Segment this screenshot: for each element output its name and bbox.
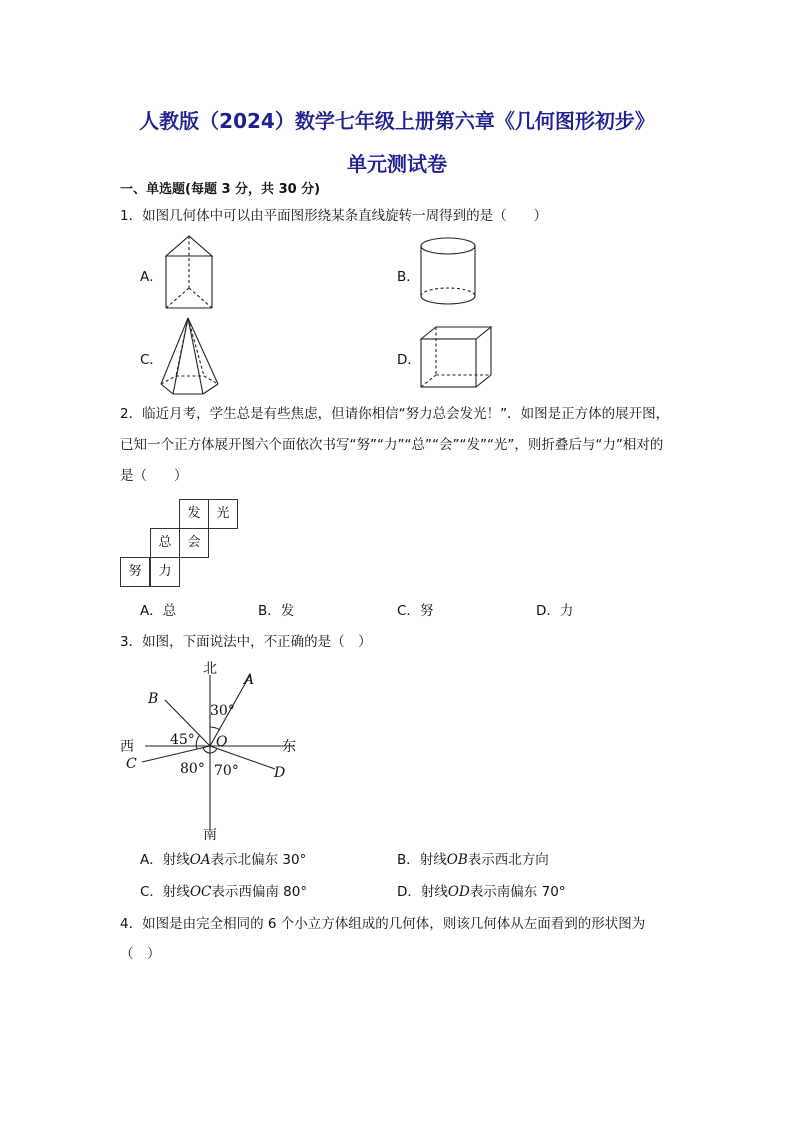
q1-option-c-label: C． [140,352,163,368]
label-b: B [148,691,159,707]
q3-option-b: B．射线OB表示西北方向 [397,852,549,868]
net-cell-li: 力 [150,557,180,587]
net-cell-guang: 光 [208,499,238,529]
angle-45: 45° [170,732,195,748]
q1-option-a-label: A． [140,269,163,285]
triangular-prism-icon [160,232,220,314]
angle-30: 30° [210,703,235,719]
q3-option-c: C．射线OC表示西偏南 80° [140,884,308,900]
net-cell-hui: 会 [179,528,209,558]
q4-stem-line2: （ ） [120,946,161,962]
q2-stem-line2: 已知一个正方体展开图六个面依次书写“努”“力”“总”“会”“发”“光”，则折叠后与“力”相对的 [120,437,664,453]
label-a: A [244,672,255,688]
q2-stem-line1: 2．临近月考，学生总是有些焦虑，但请你相信“努力总会发光！”．如图是正方体的展开图， [120,406,670,422]
q2-stem-line3: 是（ ） [120,468,188,484]
q4-stem-line1: 4．如图是由完全相同的 6 个小立方体组成的几何体，则该几何体从左面看到的形状图为 [120,916,646,932]
label-south: 南 [203,827,217,843]
q3-option-d: D．射线OD表示南偏东 70° [397,884,566,900]
q1-stem: 1．如图几何体中可以由平面图形绕某条直线旋转一周得到的是（ ） [120,208,548,224]
net-cell-nu: 努 [120,557,150,587]
label-d: D [274,765,286,781]
compass-diagram [110,655,320,845]
label-c: C [126,756,137,772]
section-heading: 一、单选题(每题 3 分，共 30 分) [120,182,321,197]
cylinder-icon [418,236,478,308]
q3-option-a: A．射线OA表示北偏东 30° [140,852,307,868]
net-cell-fa: 发 [179,499,209,529]
q3-stem: 3．如图，下面说法中，不正确的是（ ） [120,634,372,650]
q2-option-c: C．努 [397,603,434,619]
cube-net [120,499,240,588]
q2-option-d: D．力 [536,603,574,619]
angle-70: 70° [214,763,239,779]
cube-icon [418,324,494,390]
angle-80: 80° [180,761,205,777]
label-west: 西 [120,739,134,755]
page-subtitle: 单元测试卷 [347,152,447,176]
q2-option-b: B．发 [258,603,295,619]
q1-option-d-label: D． [397,352,421,368]
hexagonal-pyramid-icon [158,316,222,398]
label-north: 北 [203,661,217,677]
page-title: 人教版（2024）数学七年级上册第六章《几何图形初步》 [139,109,655,133]
q2-option-a: A．总 [140,603,177,619]
label-east: 东 [282,739,296,755]
net-cell-zong: 总 [150,528,180,558]
label-o: O [216,734,228,750]
q1-option-b-label: B． [397,269,420,285]
